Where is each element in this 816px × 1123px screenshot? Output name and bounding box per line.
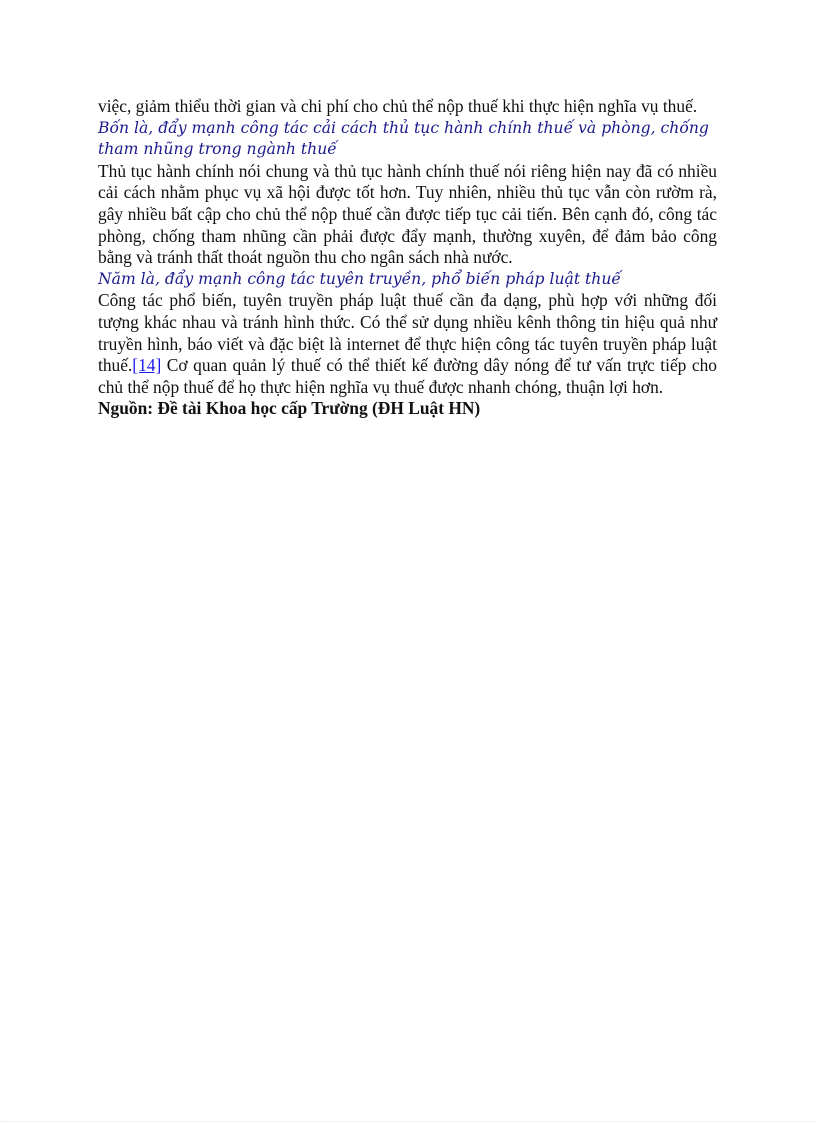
- footnote-reference-link[interactable]: [14]: [132, 355, 162, 376]
- document-body: [98, 96, 717, 420]
- page-bottom-border: [0, 1121, 816, 1122]
- paragraph-tax-propaganda: [98, 290, 717, 398]
- source-citation: Nguồn: Đề tài Khoa học cấp Trường (ĐH Luật HN): [98, 398, 481, 419]
- section-heading-four: Bốn là, đẩy mạnh công tác cải cách thủ tục hành chính thuế và phòng, chống tham nhũng trong ngành thuế: [98, 118, 709, 159]
- paragraph-tax-propaganda-part2: Cơ quan quản lý thuế có thể thiết kế đường dây nóng để tư vấn trực tiếp cho chủ thể nộp thuế để họ thực hiện nghĩa vụ thuế được nhanh chóng, thuận lợi hơn.: [98, 355, 717, 397]
- paragraph-tax-propaganda-part1: Công tác phổ biến, tuyên truyền pháp luật thuế cần đa dạng, phù hợp với những đối tượng khác nhau và tránh hình thức. Có thể sử dụng nhiều kênh thông tin hiệu quả như truyền hình, báo viết và đặc biệt là internet để thực hiện công tác tuyên truyền pháp luật thuế.: [98, 290, 717, 376]
- paragraph-administrative-reform: Thủ tục hành chính nói chung và thủ tục hành chính thuế nói riêng hiện nay đã có nhiều cải cách nhằm phục vụ xã hội được tốt hơn. Tuy nhiên, nhiều thủ tục vẫn còn rườm rà, gây nhiều bất cập cho chủ thể nộp thuế cần được tiếp tục cải tiến. Bên cạnh đó, công tác phòng, chống tham nhũng cần phải được đẩy mạnh, thường xuyên, để đảm bảo công bằng và tránh thất thoát nguồn thu cho ngân sách nhà nước.: [98, 160, 717, 268]
- paragraph-continuation: việc, giảm thiểu thời gian và chi phí cho chủ thể nộp thuế khi thực hiện nghĩa vụ thuế.: [98, 96, 698, 116]
- section-heading-five: Năm là, đẩy mạnh công tác tuyên truyền, phổ biến pháp luật thuế: [98, 269, 621, 288]
